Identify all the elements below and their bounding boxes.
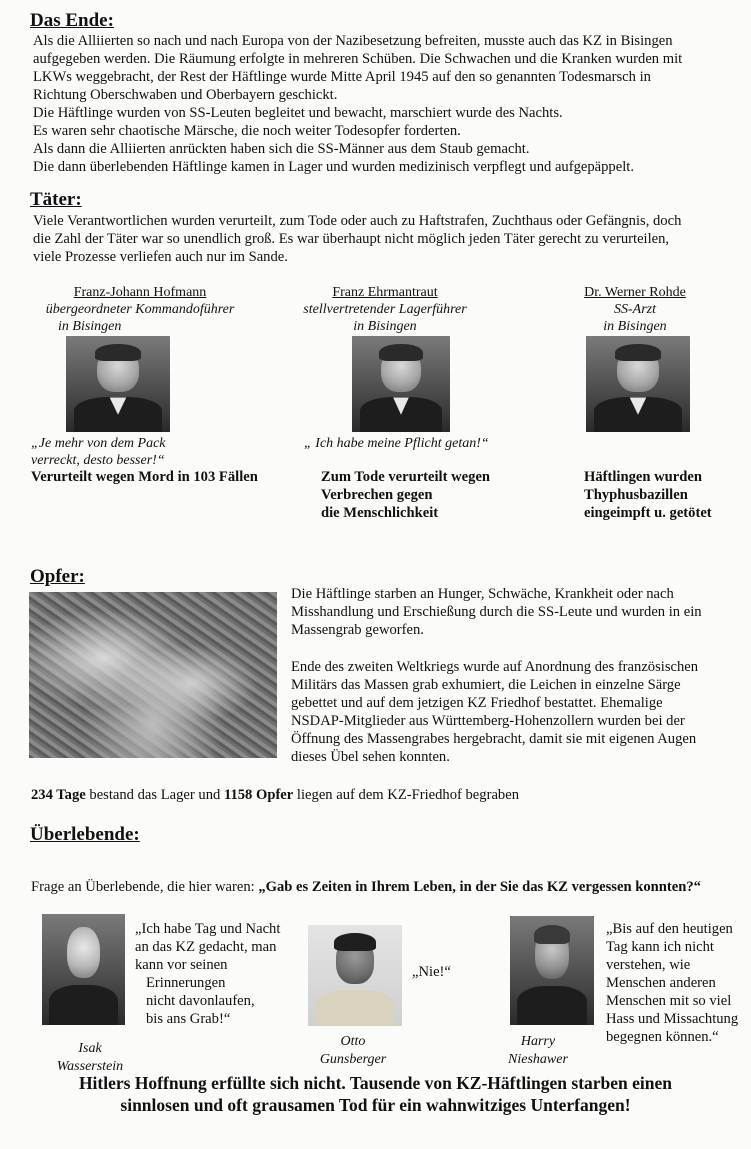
stat-days: 234 Tage bbox=[31, 787, 86, 803]
section-heading-taeter: Täter: bbox=[30, 189, 82, 210]
perpetrator-caption-hofmann bbox=[40, 284, 240, 335]
opfer-line: Ende des zweiten Weltkriegs wurde auf Anordnung des französischen bbox=[291, 659, 699, 675]
opfer-line: Militärs das Massen grab exhumiert, die Leichen in einzelne Särge bbox=[291, 677, 681, 693]
opfer-paragraph-1 bbox=[291, 585, 731, 639]
survivor-name-wasserstein: Isak Wasserstein bbox=[56, 1041, 124, 1074]
perpetrator-role: SS-Arzt bbox=[614, 302, 656, 317]
opfer-line: dieses Übel sehen konnten. bbox=[291, 749, 450, 765]
section-heading-ende: Das Ende: bbox=[30, 10, 114, 31]
opfer-line: Die Häftlinge starben an Hunger, Schwäche, Krankheit oder nach bbox=[291, 586, 674, 602]
opfer-line: Massengrab geworfen. bbox=[291, 622, 424, 638]
perpetrator-role: übergeordneter Kommandoführer bbox=[45, 302, 235, 317]
ende-paragraph bbox=[33, 32, 723, 176]
portrait-photo-hofmann bbox=[66, 336, 170, 432]
opfer-paragraph-2 bbox=[291, 658, 731, 766]
ende-line: LKWs weggebracht, der Rest der Häftlinge wurde Mitte April 1945 auf den so genannten Todesmarsch in bbox=[33, 69, 651, 85]
perpetrator-verdict-hofmann: Verurteilt wegen Mord in 103 Fällen bbox=[31, 469, 258, 485]
opfer-line: NSDAP-Mitglieder aus Württemberg-Hohenzollern wurden bei der bbox=[291, 713, 685, 729]
perpetrator-location: in Bisingen bbox=[58, 319, 122, 334]
survivor-quote-gunsberger: „Nie!“ bbox=[412, 964, 451, 980]
taeter-paragraph bbox=[33, 212, 723, 266]
perpetrator-verdict-ehrmantraut: Zum Tode verurteilt wegen Verbrechen gegen die Menschlichkeit bbox=[321, 469, 491, 521]
perpetrator-location: in Bisingen bbox=[353, 319, 417, 334]
section-heading-opfer: Opfer: bbox=[30, 566, 85, 587]
mass-grave-photo bbox=[29, 592, 277, 758]
ende-line: Es waren sehr chaotische Märsche, die noch weiter Todesopfer forderten. bbox=[33, 123, 461, 139]
perpetrator-quote-hofmann: „Je mehr von dem Pack verreckt, desto besser!“ bbox=[31, 436, 166, 468]
portrait-photo-gunsberger bbox=[308, 925, 402, 1026]
survivor-name-gunsberger: Otto Gunsberger bbox=[319, 1034, 387, 1067]
perpetrator-location: in Bisingen bbox=[603, 319, 667, 334]
survivor-name-nieshawer: Harry Nieshawer bbox=[508, 1034, 568, 1067]
opfer-line: Misshandlung und Erschießung durch die SS-Leute und wurden in ein bbox=[291, 604, 702, 620]
closing-statement bbox=[20, 1072, 731, 1116]
ende-line: Die Häftlinge wurden von SS-Leuten begleitet und bewacht, marschiert wurde des Nachts. bbox=[33, 105, 563, 121]
ende-line: Die dann überlebenden Häftlinge kamen in Lager und wurden medizinisch verpflegt und aufgepäppelt. bbox=[33, 159, 634, 175]
taeter-line: viele Prozesse verliefen auch nur im Sande. bbox=[33, 249, 288, 265]
ende-line: Als dann die Alliierten anrückten haben sich die SS-Männer aus dem Staub gemacht. bbox=[33, 141, 530, 157]
perpetrator-name: Franz-Johann Hofmann bbox=[73, 285, 207, 300]
opfer-line: gebettet und auf dem jetzigen KZ Friedhof bestattet. Ehemalige bbox=[291, 695, 663, 711]
ende-line: Richtung Oberschwaben und Oberbayern geschickt. bbox=[33, 87, 338, 103]
closing-line: sinnlosen und oft grausamen Tod für ein wahnwitziges Unterfangen! bbox=[120, 1095, 631, 1115]
closing-line: Hitlers Hoffnung erfüllte sich nicht. Tausende von KZ-Häftlingen starben einen bbox=[78, 1073, 673, 1093]
survivor-quote-wasserstein: „Ich habe Tag und Nacht an das KZ gedacht, man kann vor seinen Erinnerungen nicht davonlaufen, bis ans Grab!“ bbox=[135, 921, 281, 1027]
taeter-line: Viele Verantwortlichen wurden verurteilt, zum Tode oder auch zu Haftstrafen, Zuchthaus oder Gefängnis, doch bbox=[33, 213, 682, 229]
opfer-statistics: 234 Tage bestand das Lager und 1158 Opfer liegen auf dem KZ-Friedhof begraben bbox=[31, 787, 519, 803]
section-heading-ueberlebende: Überlebende: bbox=[30, 824, 140, 845]
perpetrator-caption-ehrmantraut bbox=[300, 284, 470, 335]
survivor-quote-nieshawer: „Bis auf den heutigen Tag kann ich nicht verstehen, wie Menschen anderen Menschen mit so viel Hass und Missachtung begegnen können.“ bbox=[606, 921, 739, 1045]
portrait-photo-wasserstein bbox=[42, 914, 125, 1025]
perpetrator-quote-ehrmantraut: „ Ich habe meine Pflicht getan!“ bbox=[304, 436, 489, 451]
perpetrator-caption-rohde bbox=[565, 284, 705, 335]
perpetrator-role: stellvertretender Lagerführer bbox=[303, 302, 467, 317]
survivor-question: Frage an Überlebende, die hier waren: „Gab es Zeiten in Ihrem Leben, in der Sie das KZ vergessen konnten?“ bbox=[31, 879, 701, 895]
taeter-line: die Zahl der Täter war so unendlich groß. Es war überhaupt nicht möglich jeden Täter gerecht zu verurteilen, bbox=[33, 231, 670, 247]
ende-line: aufgegeben werden. Die Räumung erfolgte in mehreren Schüben. Die Schwachen und die Kranken wurden mit bbox=[33, 51, 683, 67]
portrait-photo-ehrmantraut bbox=[352, 336, 450, 432]
perpetrator-verdict-rohde: Häftlingen wurden Thyphusbazillen eingeimpft u. getötet bbox=[584, 469, 712, 521]
stat-victims: 1158 Opfer bbox=[223, 787, 294, 803]
perpetrator-name: Dr. Werner Rohde bbox=[584, 285, 686, 300]
portrait-photo-rohde bbox=[586, 336, 690, 432]
portrait-photo-nieshawer bbox=[510, 916, 594, 1025]
ende-line: Als die Alliierten so nach und nach Europa von der Nazibesetzung befreiten, musste auch das KZ in Bisingen bbox=[33, 33, 673, 49]
opfer-line: Öffnung des Massengrabes hergebracht, damit sie mit eigenen Augen bbox=[291, 731, 697, 747]
perpetrator-name: Franz Ehrmantraut bbox=[332, 285, 438, 300]
